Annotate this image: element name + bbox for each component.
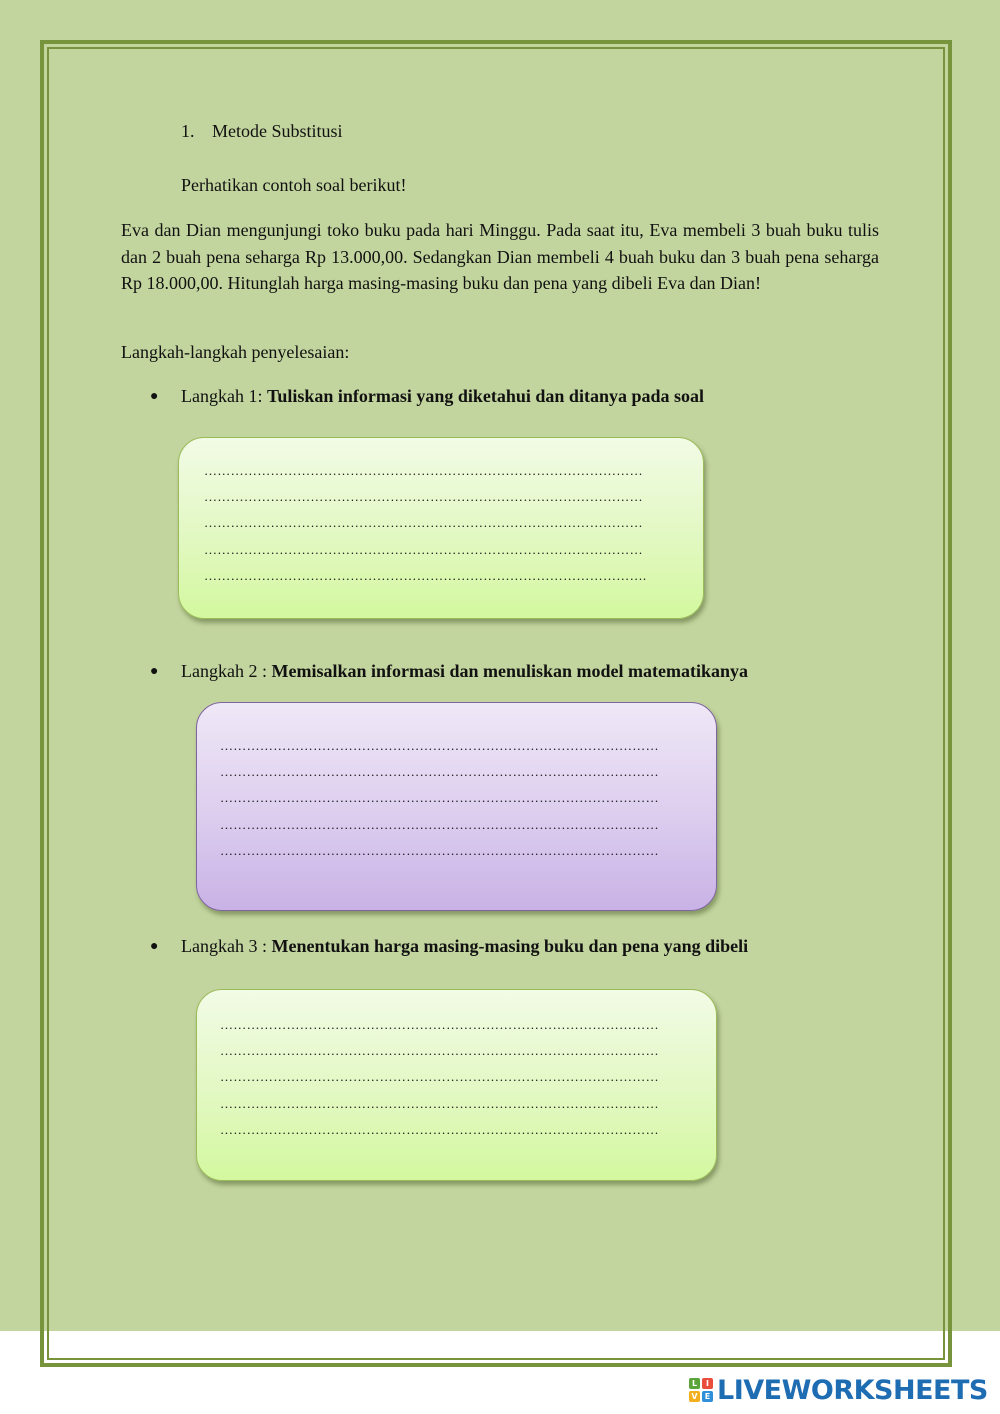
answer-line[interactable]: ……………………………………………………………………………………… bbox=[220, 1095, 659, 1111]
answer-line[interactable]: ……………………………………………………………………………………… bbox=[220, 790, 659, 806]
step-3-prefix: Langkah 3 : bbox=[181, 936, 272, 956]
logo-mark-letter: E bbox=[702, 1391, 713, 1402]
liveworksheets-logo-text: LIVEWORKSHEETS bbox=[717, 1374, 988, 1406]
section-title bbox=[181, 121, 343, 142]
step-2-heading bbox=[150, 661, 748, 682]
steps-heading: Langkah-langkah penyelesaian: bbox=[121, 342, 350, 362]
step-1-heading bbox=[150, 386, 704, 407]
bullet-icon: ● bbox=[150, 389, 159, 404]
bullet-icon: ● bbox=[150, 664, 159, 679]
logo-mark-letter: V bbox=[689, 1391, 700, 1402]
answer-line[interactable]: ……………………………………………………………………………………… bbox=[220, 816, 659, 832]
answer-line[interactable]: ……………………………………………………………………………………… bbox=[204, 489, 643, 505]
intro-text: Perhatikan contoh soal berikut! bbox=[181, 175, 407, 195]
section-number: 1. bbox=[181, 121, 195, 141]
logo-mark-letter: L bbox=[689, 1378, 700, 1389]
step-3-heading bbox=[150, 936, 748, 957]
step-1-title: Tuliskan informasi yang diketahui dan ditanya pada soal bbox=[266, 386, 704, 406]
answer-line[interactable]: ……………………………………………………………………………………… bbox=[220, 1121, 659, 1137]
answer-line[interactable]: ……………………………………………………………………………………… bbox=[220, 1043, 659, 1059]
answer-line[interactable]: ……………………………………………………………………………………… bbox=[220, 764, 659, 780]
answer-line[interactable]: ……………………………………………………………………………………… bbox=[220, 1017, 659, 1032]
answer-line[interactable]: ……………………………………………………………………………………… bbox=[204, 463, 643, 478]
problem-statement: Eva dan Dian mengunjungi toko buku pada hari Minggu. Pada saat itu, Eva membeli 3 buah buku tulis dan 2 buah pena seharga Rp 13.000,00. Sedangkan Dian membeli 4 buah buku dan 3 buah pena seharga Rp 18.000,00. Hitunglah harga masing-masing buku dan pena yang dibeli Eva dan Dian! bbox=[121, 220, 879, 293]
step-2-answer-box[interactable] bbox=[196, 702, 717, 911]
answer-line[interactable]: ……………………………………………………………………………………… bbox=[220, 842, 659, 858]
step-2-prefix: Langkah 2 : bbox=[181, 661, 272, 681]
answer-line[interactable]: ……………………………………………………………………………………… bbox=[204, 541, 643, 557]
answer-line[interactable]: ……………………………………………………………………………………… bbox=[204, 515, 643, 531]
answer-line[interactable]: ………………………………………………………………………………………. bbox=[204, 567, 647, 583]
step-2-title: Memisalkan informasi dan menuliskan model matematikanya bbox=[271, 661, 749, 681]
step-3-title: Menentukan harga masing-masing buku dan pena yang dibeli bbox=[271, 936, 749, 956]
liveworksheets-logo-icon bbox=[689, 1378, 713, 1402]
logo-mark-letter: I bbox=[702, 1378, 713, 1389]
bullet-icon: ● bbox=[150, 939, 159, 954]
liveworksheets-logo bbox=[689, 1372, 988, 1408]
section-title-text: Metode Substitusi bbox=[212, 121, 343, 141]
step-1-answer-box[interactable] bbox=[178, 437, 704, 619]
step-1-prefix: Langkah 1: bbox=[181, 386, 267, 406]
step-3-answer-box[interactable] bbox=[196, 989, 717, 1181]
answer-line[interactable]: ……………………………………………………………………………………… bbox=[220, 738, 659, 753]
answer-line[interactable]: ……………………………………………………………………………………… bbox=[220, 1069, 659, 1085]
